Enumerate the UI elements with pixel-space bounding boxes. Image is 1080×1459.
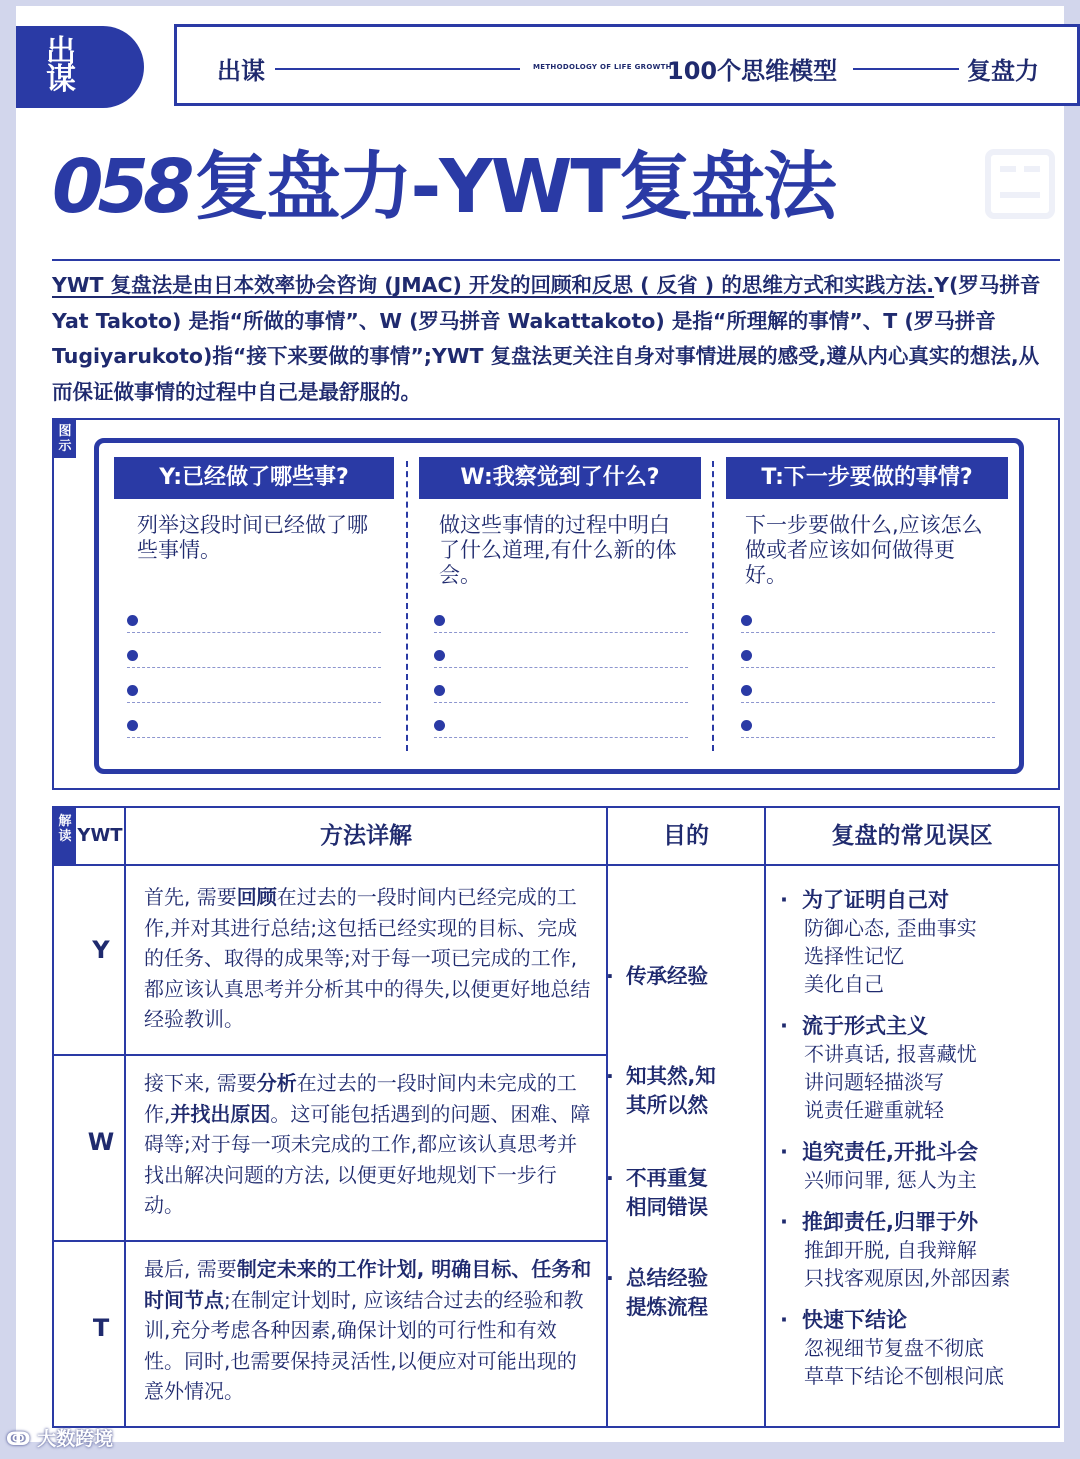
diagram-label: 图示 <box>54 420 76 458</box>
page <box>16 6 1064 1442</box>
bullet-line <box>127 646 381 668</box>
intro-paragraph <box>52 268 1056 410</box>
table-row-divider <box>54 1240 606 1242</box>
purpose-item: · 不再重复 相同错误 <box>606 1166 708 1219</box>
bullet-icon <box>741 615 752 626</box>
pitfall-title: · 快速下结论 <box>780 1308 907 1332</box>
header-ywt: YWT <box>77 825 123 846</box>
intro-definition: 是由日本效率协会咨询 (JMAC) 开发的回顾和反思 ( 反省 ) 的思维方式和实践方法. <box>172 273 935 297</box>
diagram-section <box>52 418 1060 790</box>
purpose-item: · 传承经验 <box>606 964 708 988</box>
pitfall-title-text: 为了证明自己对 <box>802 888 949 912</box>
page-title <box>52 128 835 234</box>
text-segment: 在过去的一段时间内未完成的工作, <box>144 1071 577 1126</box>
pitfall-line: 推卸开脱, 自我辩解 <box>804 1238 977 1262</box>
pitfall-line: 美化自己 <box>804 972 884 996</box>
pitfall-title: · 推卸责任,归罪于外 <box>780 1210 978 1234</box>
pitfall-line: 不讲真话, 报喜藏忧 <box>804 1042 977 1066</box>
bullet-line <box>741 716 995 738</box>
intro-term: YWT 复盘法 <box>52 273 173 297</box>
bullet-line <box>127 716 381 738</box>
intro-body: Y(罗马拼音 Yat Takoto) 是指“所做的事情”、W (罗马拼音 Wakattakoto) 是指“所理解的事情”、T (罗马拼音 Tugiyarukoto)指“接下来要做的事情”;YWT 复盘法更关注自身对事情进展的感受,遵从内心真实的想法,从而保证做事情的过程中自己是最舒服的。 <box>52 273 1041 404</box>
header-series: 100个思维模型 <box>667 57 838 85</box>
purpose-line: 提炼流程 <box>626 1295 708 1319</box>
bullet-line <box>434 611 688 633</box>
table-col-divider <box>764 808 766 1426</box>
row-text-w <box>144 1068 596 1221</box>
text-bold: 回顾 <box>236 885 277 909</box>
table-row-divider <box>54 1054 606 1056</box>
table-col-divider <box>606 808 608 1426</box>
purpose-item: · 总结经验 提炼流程 <box>606 1266 708 1319</box>
bullet-icon <box>741 720 752 731</box>
pitfall-title-text: 快速下结论 <box>802 1308 907 1332</box>
text-segment: 最后, 需要 <box>144 1257 237 1281</box>
pitfall-title-text: 流于形式主义 <box>802 1014 928 1038</box>
text-segment: 接下来, 需要 <box>144 1071 257 1095</box>
text-segment: 首先, 需要 <box>144 885 237 909</box>
bullet-line <box>434 681 688 703</box>
purpose-line: 其所以然 <box>626 1093 708 1117</box>
bullet-icon <box>127 720 138 731</box>
table-header-row <box>54 808 1058 866</box>
title-divider <box>52 259 1060 261</box>
bullet-line <box>434 716 688 738</box>
pitfall-title-text: 追究责任,开批斗会 <box>802 1140 978 1164</box>
pitfall-title: · 为了证明自己对 <box>780 888 949 912</box>
bullet-line <box>434 646 688 668</box>
purpose-line: 不再重复 <box>626 1166 708 1190</box>
header-methodology: METHODOLOGY OF LIFE GROWTH <box>533 63 672 71</box>
header-brand: 出谋 <box>217 57 265 85</box>
header-pitfalls: 复盘的常见误区 <box>831 823 993 849</box>
diagram-desc-w: 做这些事情的过程中明白了什么道理,有什么新的体会。 <box>439 513 677 587</box>
bullet-line <box>127 611 381 633</box>
pitfall-line: 只找客观原因,外部因素 <box>804 1266 1011 1290</box>
row-letter-t: T <box>92 1314 110 1342</box>
logo-icon: 出谋 <box>46 34 78 97</box>
interpretation-table <box>52 806 1060 1428</box>
diagram-desc-y: 列举这段时间已经做了哪些事情。 <box>137 513 368 562</box>
header-bar <box>174 24 1080 106</box>
pitfall-line: 草草下结论不刨根问底 <box>804 1364 1004 1388</box>
title-text: 复盘力-YWT复盘法 <box>194 144 835 230</box>
header-purpose: 目的 <box>663 823 709 849</box>
bullet-icon <box>127 650 138 661</box>
pitfall-title: · 流于形式主义 <box>780 1014 928 1038</box>
footer-watermark <box>6 1424 113 1451</box>
column-separator <box>406 461 408 751</box>
text-segment: 。这可能包括遇到的问题、困难、障碍等;对于每一项未完成的工作,都应该认真思考并找出解决问题的方法, 以便更好地规划下一步行动。 <box>144 1101 591 1217</box>
bullet-icon <box>434 685 445 696</box>
purpose-item: · 知其然,知 其所以然 <box>606 1064 716 1117</box>
header-method: 方法详解 <box>320 823 412 849</box>
bullet-line <box>741 646 995 668</box>
header-topic: 复盘力 <box>967 57 1039 85</box>
row-text-y <box>144 882 596 1035</box>
header-divider <box>275 68 520 70</box>
pitfall-line: 说责任避重就轻 <box>804 1098 944 1122</box>
footer-watermark-text: 大数跨境 <box>37 1428 114 1450</box>
watermark-logo-icon <box>984 148 1056 220</box>
bullet-line <box>741 681 995 703</box>
logo-tab <box>16 26 144 108</box>
bullet-icon <box>434 615 445 626</box>
pitfall-line: 兴师问罪, 惩人为主 <box>804 1168 977 1192</box>
pitfall-line: 选择性记忆 <box>804 944 904 968</box>
diagram-head-t: T:下一步要做的事情? <box>726 457 1008 499</box>
pitfall-title-text: 推卸责任,归罪于外 <box>802 1210 978 1234</box>
bullet-icon <box>741 650 752 661</box>
ywt-diagram <box>94 438 1024 774</box>
text-segment: 在过去的一段时间内已经完成的工作,并对其进行总结;这包括已经实现的目标、完成的任务、取得的成果等;对于每一项已完成的工作,都应该认真思考并分析其中的得失,以便更好地总结经验教训。 <box>144 885 591 1031</box>
diagram-head-y: Y:已经做了哪些事? <box>114 457 394 499</box>
table-label: 解读 <box>54 808 76 866</box>
purpose-line: 相同错误 <box>626 1195 708 1219</box>
pitfall-title: · 追究责任,开批斗会 <box>780 1140 978 1164</box>
purpose-line: 传承经验 <box>626 964 708 988</box>
model-number: 058 <box>52 144 189 230</box>
pitfall-line: 防御心态, 歪曲事实 <box>804 916 977 940</box>
text-bold: 制定未来的工作计划, 明确目标、任务和时间节点 <box>144 1257 592 1312</box>
row-letter-w: W <box>87 1128 115 1156</box>
bullet-icon <box>127 685 138 696</box>
pitfall-line: 忽视细节复盘不彻底 <box>804 1336 984 1360</box>
bullet-icon <box>434 720 445 731</box>
diagram-head-w: W:我察觉到了什么? <box>419 457 701 499</box>
text-bold: 分析 <box>256 1071 297 1095</box>
bullet-line <box>127 681 381 703</box>
bullet-icon <box>434 650 445 661</box>
text-segment: ;在制定计划时, 应该结合过去的经验和教训,充分考虑各种因素,确保计划的可行性和有效性。同时,也需要保持灵活性,以便应对可能出现的意外情况。 <box>144 1287 584 1403</box>
column-separator <box>712 461 714 751</box>
header-divider <box>853 68 959 70</box>
bullet-icon <box>741 685 752 696</box>
diagram-desc-t: 下一步要做什么,应该怎么做或者应该如何做得更好。 <box>745 513 983 587</box>
row-text-t <box>144 1254 596 1407</box>
pitfall-line: 讲问题轻描淡写 <box>804 1070 944 1094</box>
purpose-line: 总结经验 <box>626 1266 708 1290</box>
text-bold: 并找出原因 <box>170 1101 271 1126</box>
purpose-line: 知其然,知 <box>626 1064 716 1088</box>
bullet-icon <box>127 615 138 626</box>
bullet-line <box>741 611 995 633</box>
chat-bubble-icon: ↂ <box>6 1428 31 1450</box>
row-letter-y: Y <box>92 936 110 964</box>
